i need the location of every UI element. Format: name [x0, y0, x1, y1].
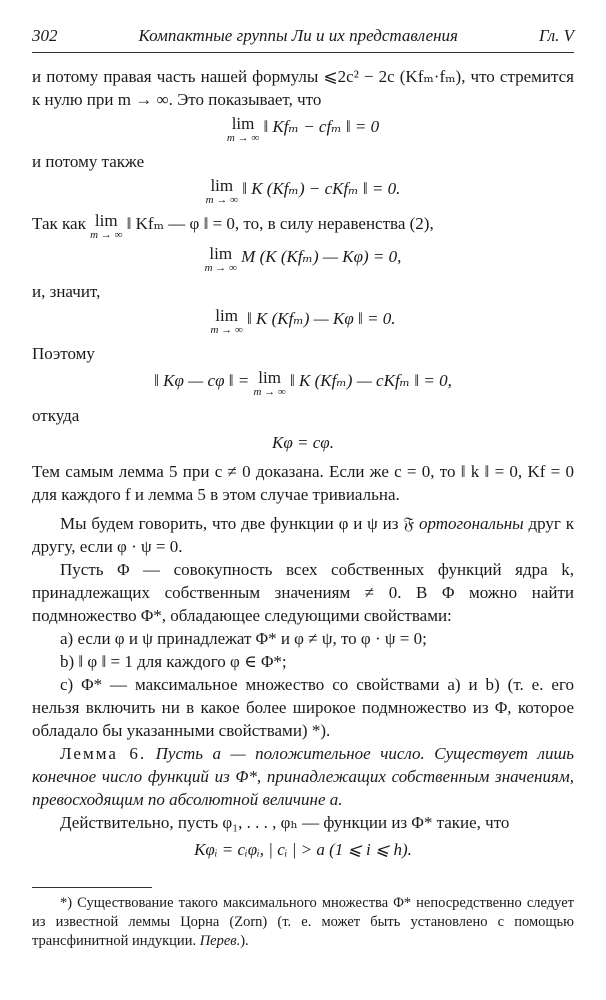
paragraph-1: и потому правая часть нашей формулы ⩽2c² − 2c (Kfₘ·fₘ), что стремится к нулю при m → ∞. Это показывает, что — [32, 67, 574, 109]
lemma-text: Пусть a — положительное число. Существует лишь конечное число функций из Φ*, принадлежащих собственным значениям, превосходящим по абсолютной величине a. — [32, 744, 575, 809]
footnote-rule — [32, 887, 152, 888]
footnote: *) Существование такого максимального множества Φ* непосредственно следует из известной леммы Цорна (Zorn) (т. е. может быть установлено с помощью трансфинитной индукции. Перев.). — [32, 895, 574, 949]
paragraph-7: Тем самым лемма 5 при c ≠ 0 доказана. Если же c = 0, то ‖ k ‖ = 0, Kf = 0 для каждого f и лемма 5 в этом случае тривиальна. — [32, 462, 574, 504]
paragraph-8: Мы будем говорить, что две функции φ и ψ из 𝔉 ортогональны друг к другу, если φ · ψ = 0. — [32, 514, 574, 556]
lim-operator: lim m → ∞ — [204, 244, 237, 274]
lim-operator: lim m → ∞ — [253, 368, 286, 398]
paragraph-6: откуда — [32, 406, 80, 425]
equation-2 — [32, 177, 574, 206]
lim-operator: lim m → ∞ — [210, 306, 243, 336]
lim-operator: lim m → ∞ — [226, 114, 260, 144]
list-item-b: b) ‖ φ ‖ = 1 для каждого φ ∈ Φ*; — [60, 652, 287, 671]
equation-2-expr: ‖ K (Kfₘ) − cKfₘ ‖ = 0. — [242, 179, 401, 198]
equation-3-expr: M (K (Kfₘ) — Kφ) = 0, — [241, 247, 402, 266]
equation-4-expr: ‖ K (Kfₘ) — Kφ ‖ = 0. — [247, 309, 396, 328]
equation-5: ‖ Kφ — cφ ‖ = lim m → ∞ ‖ K (Kfₘ) — cKfₘ ‖ = 0, — [154, 368, 452, 398]
page-number: 302 — [32, 26, 58, 45]
lemma-6 — [32, 742, 574, 811]
list-item-c: c) Φ* — максимальное множество со свойствами a) и b) (т. е. его нельзя включить ни в какое более широкое подмножество из Φ, которое обладало бы указанными свойствами) *). — [32, 675, 574, 740]
paragraph-2: и потому также — [32, 152, 145, 171]
paragraph-4: и, значит, — [32, 282, 101, 301]
equation-3 — [32, 245, 574, 274]
equation-1 — [32, 115, 574, 144]
lim-operator: lim m → ∞ — [90, 211, 123, 241]
lemma-label: Лемма 6. — [60, 744, 147, 763]
paragraph-10: Действительно, пусть φ₁, . . . , φₕ — функции из Φ* такие, что — [60, 813, 510, 832]
book-page — [32, 26, 574, 951]
equation-4 — [32, 307, 574, 336]
paragraph-9: Пусть Φ — совокупность всех собственных функций ядра k, принадлежащих собственным значениям ≠ 0. В Φ можно найти подмножество Φ*, обладающее следующими свойствами: — [32, 560, 574, 625]
lim-operator: lim m → ∞ — [205, 176, 238, 206]
paragraph-5: Поэтому — [32, 344, 95, 363]
equation-6: Kφ = cφ. — [272, 433, 334, 452]
running-title: Компактные группы Ли и их представления — [138, 26, 458, 45]
list-item-a: a) если φ и ψ принадлежат Φ* и φ ≠ ψ, то φ · ψ = 0; — [60, 629, 427, 648]
chapter-label: Гл. V — [538, 26, 574, 45]
equation-7: Kφᵢ = cᵢφᵢ, | cᵢ | > a (1 ⩽ i ⩽ h). — [194, 840, 412, 859]
paragraph-3: Так как lim m → ∞ ‖ Kfₘ — φ ‖ = 0, то, в силу неравенства (2), — [32, 211, 434, 241]
running-header — [32, 26, 574, 53]
equation-1-expr: ‖ Kfₘ − cfₘ ‖ = 0 — [263, 117, 380, 136]
